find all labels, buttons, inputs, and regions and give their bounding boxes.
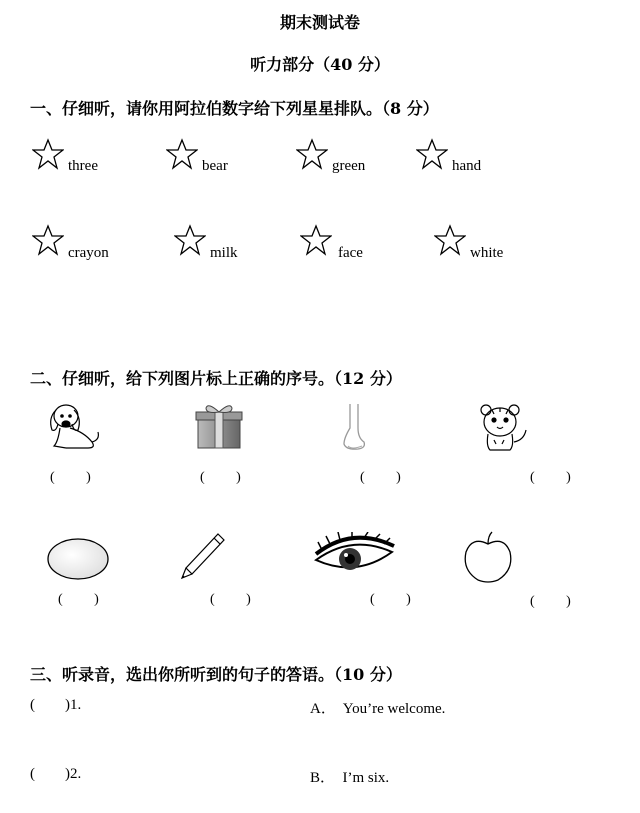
- star-icon[interactable]: [416, 138, 448, 170]
- star-icon[interactable]: [32, 138, 64, 170]
- egg-icon: [44, 536, 112, 582]
- star-word: hand: [452, 158, 482, 174]
- page-title: 期末测试卷: [279, 13, 360, 32]
- star-icon[interactable]: [300, 224, 332, 256]
- answer-option-b: B． I’m six.: [310, 770, 390, 786]
- answer-paren[interactable]: ( ): [50, 470, 91, 485]
- answer-option-a: A． You’re welcome.: [310, 701, 446, 717]
- pencil-icon: [178, 530, 228, 582]
- star-word: bear: [202, 158, 228, 174]
- star-word: crayon: [68, 245, 109, 261]
- star-word: face: [338, 245, 363, 261]
- question-1[interactable]: ( )1.: [30, 697, 82, 713]
- star-icon[interactable]: [296, 138, 328, 170]
- star-icon[interactable]: [174, 224, 206, 256]
- dog-icon: [44, 400, 104, 452]
- answer-paren[interactable]: ( ): [200, 470, 241, 485]
- star-word: milk: [210, 245, 238, 261]
- star-icon[interactable]: [166, 138, 198, 170]
- eye-icon: [312, 532, 396, 582]
- answer-paren[interactable]: ( ): [370, 592, 411, 607]
- question-2[interactable]: ( )2.: [30, 766, 82, 782]
- section2-heading: 二、仔细听，给下列图片标上正确的序号。（12 分）: [30, 369, 402, 388]
- gift-icon: [194, 402, 244, 450]
- page-subtitle: 听力部分（40 分）: [250, 55, 390, 74]
- answer-paren[interactable]: ( ): [210, 592, 251, 607]
- section3-heading: 三、听录音，选出你所听到的句子的答语。（10 分）: [30, 665, 402, 684]
- apple-icon: [462, 530, 514, 584]
- section1-heading: 一、仔细听，请你用阿拉伯数字给下列星星排队。（8 分）: [30, 99, 439, 118]
- star-icon[interactable]: [32, 224, 64, 256]
- answer-paren[interactable]: ( ): [530, 594, 571, 609]
- star-icon[interactable]: [434, 224, 466, 256]
- star-word: three: [68, 158, 98, 174]
- star-word: white: [470, 245, 504, 261]
- star-word: green: [332, 158, 366, 174]
- foot-icon: [336, 402, 372, 452]
- answer-paren[interactable]: ( ): [360, 470, 401, 485]
- answer-paren[interactable]: ( ): [58, 592, 99, 607]
- tiger-icon: [474, 402, 530, 452]
- answer-paren[interactable]: ( ): [530, 470, 571, 485]
